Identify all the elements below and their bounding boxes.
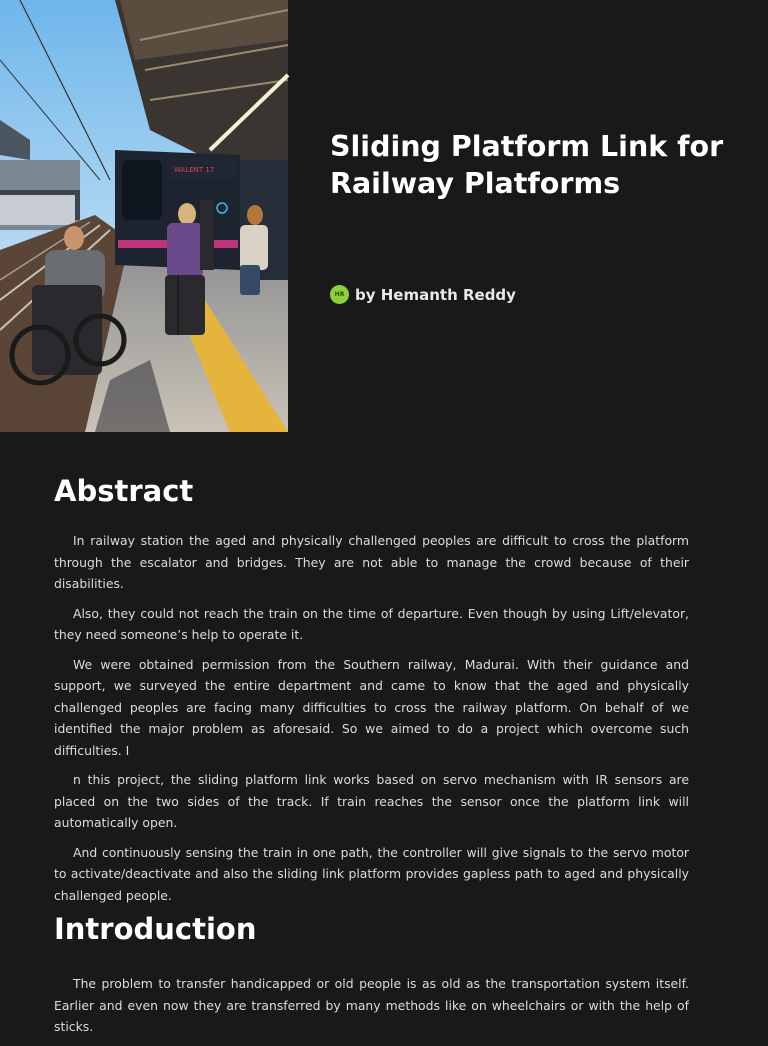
- introduction-heading: Introduction: [54, 912, 257, 946]
- document-title: Sliding Platform Link for Railway Platforms: [330, 130, 724, 200]
- introduction-paragraph: The problem to transfer handicapped or old people is as old as the transportation system itself. Earlier and even now they are transferred by many methods like on wheelchairs or with the help of sticks.: [54, 976, 689, 1034]
- hero-image: [0, 0, 288, 432]
- author-name: by Hemanth Reddy: [355, 285, 516, 304]
- abstract-body: [54, 530, 689, 914]
- abstract-paragraph: And continuously sensing the train in one path, the controller will give signals to the servo motor to activate/deactivate and also the sliding link platform provides gapless path to aged and physically challenged people.: [54, 844, 689, 903]
- introduction-body: [54, 973, 689, 1046]
- abstract-paragraph: Also, they could not reach the train on the time of departure. Even though by using Lift/elevator, they need someone’s help to operate it.: [54, 605, 689, 642]
- abstract-paragraph: In railway station the aged and physically challenged peoples are difficult to cross the platform through the escalator and bridges. They are not able to manage the crowd because of their disabilities.: [54, 533, 689, 591]
- abstract-heading: Abstract: [54, 474, 194, 508]
- abstract-paragraph: n this project, the sliding platform link works based on servo mechanism with IR sensors are placed on the two sides of the track. If train reaches the sensor once the platform link will automatically open.: [54, 772, 689, 830]
- abstract-paragraph: We were obtained permission from the Southern railway, Madurai. With their guidance and support, we surveyed the entire department and came to know that the aged and physically challenged peoples are facing many difficulties to cross the railway platform. On behalf of we identified the major problem as aforesaid. So we aimed to do a project which overcome such difficulties. I: [54, 656, 689, 758]
- author-byline: [330, 285, 516, 304]
- author-avatar: HR: [330, 285, 349, 304]
- train-sign: WALENT 17: [174, 166, 215, 174]
